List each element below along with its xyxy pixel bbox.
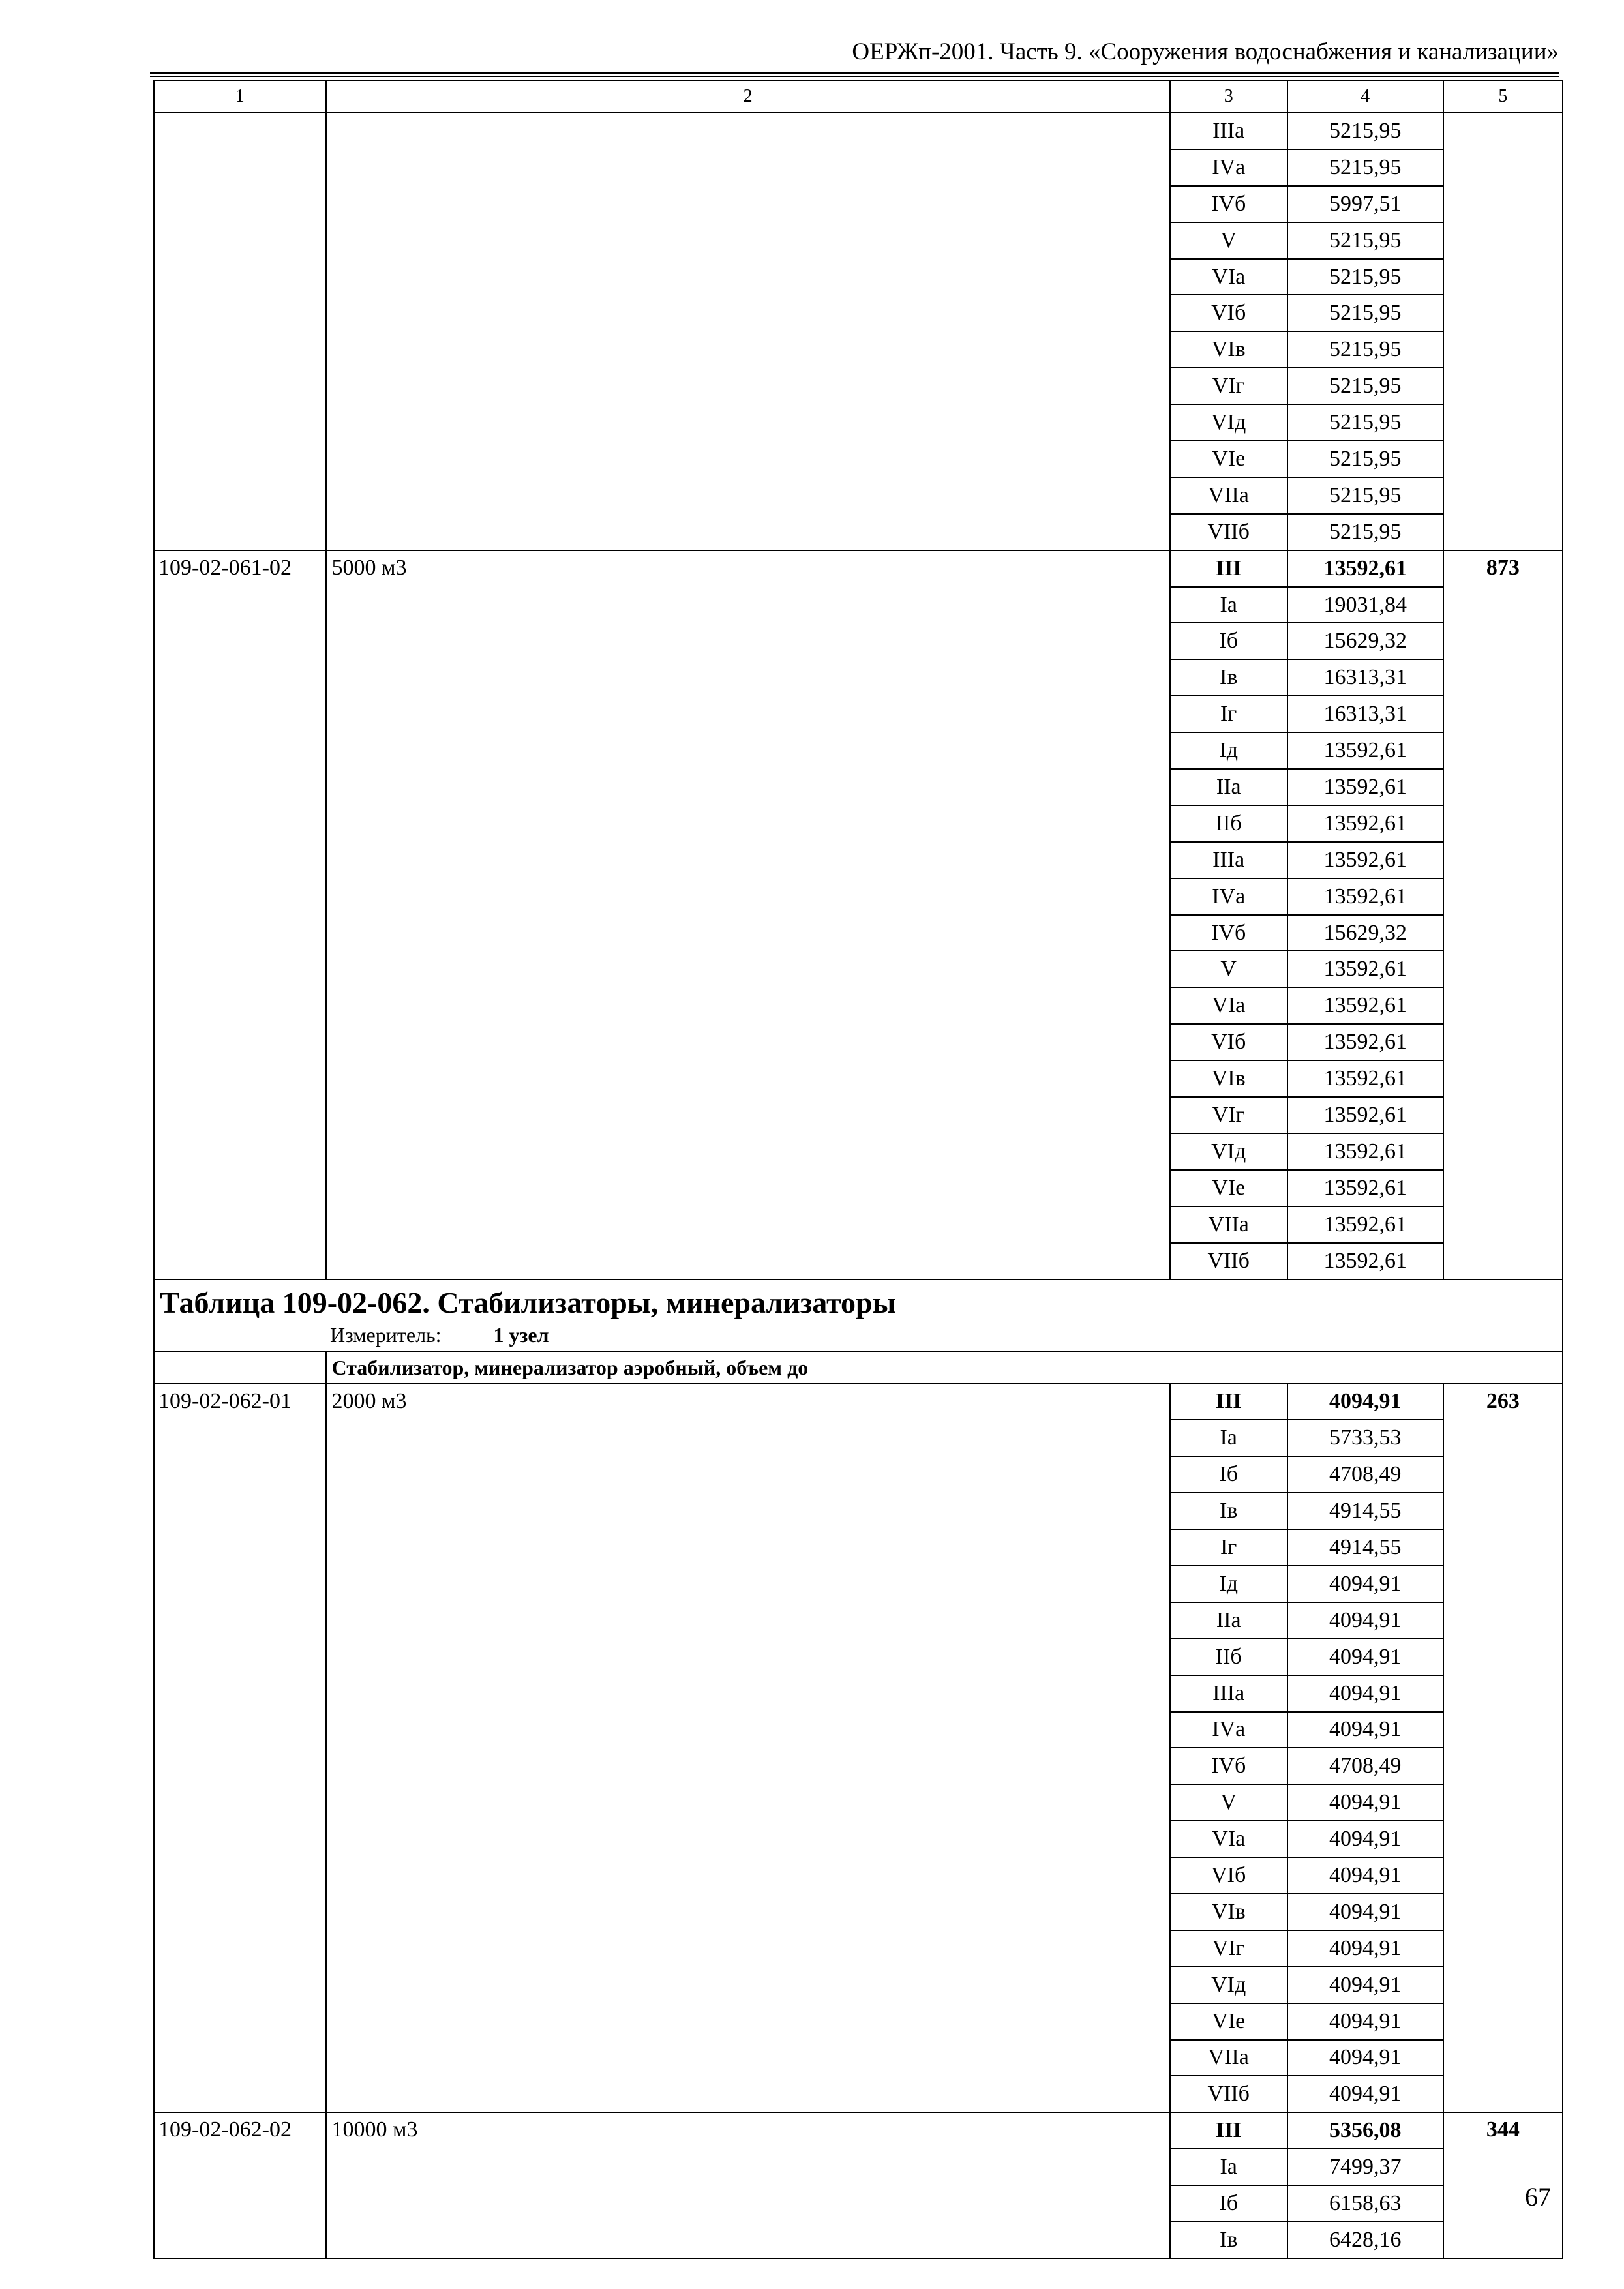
region-code: IIIа <box>1170 842 1287 878</box>
rate-value: 4094,91 <box>1287 2040 1443 2076</box>
table-row <box>154 2112 1563 2149</box>
region-code: VIг <box>1170 1930 1287 1967</box>
page-header-title: ОЕРЖп-2001. Часть 9. «Сооружения водоснабжения и канализации» <box>852 38 1559 65</box>
region-code: V <box>1170 1784 1287 1821</box>
region-code: IIб <box>1170 1639 1287 1675</box>
rate-value: 13592,61 <box>1287 1097 1443 1133</box>
rate-value: 5215,95 <box>1287 368 1443 404</box>
rate-value: 13592,61 <box>1287 878 1443 915</box>
column-header: 3 <box>1170 80 1287 113</box>
region-code: V <box>1170 951 1287 987</box>
meter-line <box>160 1322 1557 1348</box>
rate-value: 5215,95 <box>1287 149 1443 186</box>
subheading-row <box>154 1351 1563 1384</box>
rate-value: 13592,61 <box>1287 550 1443 587</box>
rate-value: 4094,91 <box>1287 1602 1443 1639</box>
subheading-spacer <box>154 1351 326 1384</box>
rate-value: 4708,49 <box>1287 1456 1443 1493</box>
rate-value: 4094,91 <box>1287 1857 1443 1894</box>
region-code: Iа <box>1170 1420 1287 1456</box>
region-code: IIIа <box>1170 1675 1287 1712</box>
rate-value: 4094,91 <box>1287 1384 1443 1420</box>
rate-value: 5997,51 <box>1287 186 1443 222</box>
rate-value: 13592,61 <box>1287 1170 1443 1206</box>
rate-value: 4094,91 <box>1287 2003 1443 2040</box>
region-code: VIб <box>1170 295 1287 331</box>
rate-value: 15629,32 <box>1287 915 1443 951</box>
item-name <box>326 113 1170 550</box>
item-code <box>154 113 326 550</box>
column-header: 1 <box>154 80 326 113</box>
rate-value: 5356,08 <box>1287 2112 1443 2149</box>
region-code: VIд <box>1170 1133 1287 1170</box>
rate-value: 13592,61 <box>1287 987 1443 1024</box>
rate-value: 4094,91 <box>1287 1566 1443 1602</box>
region-code: Iв <box>1170 659 1287 696</box>
meter-label: Измеритель: <box>330 1323 442 1347</box>
item-code: 109-02-061-02 <box>154 550 326 1279</box>
rate-value: 4914,55 <box>1287 1493 1443 1529</box>
rate-value: 5215,95 <box>1287 441 1443 477</box>
region-code: VIб <box>1170 1857 1287 1894</box>
table-title: Таблица 109-02-062. Стабилизаторы, минерализаторы <box>160 1285 896 1319</box>
region-code: Iв <box>1170 1493 1287 1529</box>
column-header: 4 <box>1287 80 1443 113</box>
region-code: VIг <box>1170 1097 1287 1133</box>
rate-value: 5215,95 <box>1287 259 1443 295</box>
region-code: IVа <box>1170 878 1287 915</box>
table-section-header <box>154 1279 1563 1351</box>
rate-value: 13592,61 <box>1287 1133 1443 1170</box>
rate-value: 19031,84 <box>1287 587 1443 623</box>
rate-value: 13592,61 <box>1287 1024 1443 1060</box>
region-code: VIг <box>1170 368 1287 404</box>
region-code: IVб <box>1170 915 1287 951</box>
region-code: VIе <box>1170 1170 1287 1206</box>
region-code: Iг <box>1170 696 1287 732</box>
region-code: Iб <box>1170 623 1287 659</box>
rate-value: 13592,61 <box>1287 842 1443 878</box>
meter-value: 1 узел <box>493 1323 549 1347</box>
region-code: IVб <box>1170 186 1287 222</box>
rate-value: 5215,95 <box>1287 331 1443 368</box>
region-code: Iб <box>1170 2185 1287 2222</box>
column-header: 2 <box>326 80 1170 113</box>
region-code: VIа <box>1170 259 1287 295</box>
header-rule <box>150 72 1559 77</box>
region-code: VIIб <box>1170 1243 1287 1279</box>
region-code: Iд <box>1170 732 1287 769</box>
rate-value: 4094,91 <box>1287 1675 1443 1712</box>
rate-value: 4094,91 <box>1287 1712 1443 1748</box>
region-code: VIв <box>1170 1060 1287 1097</box>
region-code: VIIа <box>1170 477 1287 514</box>
region-code: III <box>1170 550 1287 587</box>
region-code: VIIб <box>1170 2076 1287 2112</box>
rate-value: 4094,91 <box>1287 1639 1443 1675</box>
labor-value: 263 <box>1443 1384 1563 2113</box>
labor-value <box>1443 113 1563 550</box>
region-code: VIб <box>1170 1024 1287 1060</box>
rate-value: 6428,16 <box>1287 2222 1443 2258</box>
rate-value: 13592,61 <box>1287 769 1443 805</box>
region-code: Iв <box>1170 2222 1287 2258</box>
section-row <box>154 1279 1563 1351</box>
region-code: Iа <box>1170 2149 1287 2185</box>
rate-value: 4094,91 <box>1287 1930 1443 1967</box>
region-code: Iд <box>1170 1566 1287 1602</box>
rate-value: 4094,91 <box>1287 1967 1443 2003</box>
region-code: IIIа <box>1170 113 1287 149</box>
column-header: 5 <box>1443 80 1563 113</box>
rate-value: 5215,95 <box>1287 222 1443 259</box>
rate-value: 16313,31 <box>1287 659 1443 696</box>
rates-table <box>153 80 1563 2259</box>
rate-value: 13592,61 <box>1287 1243 1443 1279</box>
rate-value: 16313,31 <box>1287 696 1443 732</box>
subheading-text: Стабилизатор, минерализатор аэробный, объем до <box>326 1351 1563 1384</box>
rate-value: 6158,63 <box>1287 2185 1443 2222</box>
region-code: VIв <box>1170 1894 1287 1930</box>
item-code: 109-02-062-01 <box>154 1384 326 2113</box>
region-code: III <box>1170 1384 1287 1420</box>
table-row <box>154 1384 1563 1420</box>
rate-value: 4094,91 <box>1287 1894 1443 1930</box>
table-row <box>154 113 1563 149</box>
rate-value: 4914,55 <box>1287 1529 1443 1566</box>
labor-value: 344 <box>1443 2112 1563 2258</box>
region-code: VIIб <box>1170 514 1287 550</box>
rate-value: 5215,95 <box>1287 404 1443 441</box>
region-code: VIе <box>1170 2003 1287 2040</box>
region-code: IVб <box>1170 1748 1287 1784</box>
region-code: IIа <box>1170 769 1287 805</box>
rate-value: 5215,95 <box>1287 477 1443 514</box>
rate-value: 4094,91 <box>1287 1784 1443 1821</box>
rate-value: 5215,95 <box>1287 295 1443 331</box>
region-code: VIд <box>1170 1967 1287 2003</box>
rate-value: 5733,53 <box>1287 1420 1443 1456</box>
region-code: VIа <box>1170 1821 1287 1857</box>
region-code: Iг <box>1170 1529 1287 1566</box>
region-code: V <box>1170 222 1287 259</box>
region-code: VIIа <box>1170 2040 1287 2076</box>
rate-value: 5215,95 <box>1287 514 1443 550</box>
region-code: IIа <box>1170 1602 1287 1639</box>
table-header-row <box>154 80 1563 113</box>
region-code: VIд <box>1170 404 1287 441</box>
region-code: IVа <box>1170 1712 1287 1748</box>
region-code: Iб <box>1170 1456 1287 1493</box>
rate-value: 4094,91 <box>1287 2076 1443 2112</box>
item-code: 109-02-062-02 <box>154 2112 326 2258</box>
rate-value: 7499,37 <box>1287 2149 1443 2185</box>
region-code: IIб <box>1170 805 1287 842</box>
rate-value: 13592,61 <box>1287 951 1443 987</box>
region-code: Iа <box>1170 587 1287 623</box>
rate-value: 4708,49 <box>1287 1748 1443 1784</box>
rate-value: 13592,61 <box>1287 805 1443 842</box>
table-row <box>154 550 1563 587</box>
region-code: VIIа <box>1170 1206 1287 1243</box>
item-name: 5000 м3 <box>326 550 1170 1279</box>
page-number: 67 <box>1525 2182 1551 2211</box>
rate-value: 13592,61 <box>1287 1206 1443 1243</box>
region-code: VIв <box>1170 331 1287 368</box>
region-code: IVа <box>1170 149 1287 186</box>
labor-value: 873 <box>1443 550 1563 1279</box>
rate-value: 15629,32 <box>1287 623 1443 659</box>
rate-value: 13592,61 <box>1287 1060 1443 1097</box>
rate-value: 4094,91 <box>1287 1821 1443 1857</box>
item-name: 2000 м3 <box>326 1384 1170 2113</box>
region-code: VIе <box>1170 441 1287 477</box>
rate-value: 13592,61 <box>1287 732 1443 769</box>
rate-value: 5215,95 <box>1287 113 1443 149</box>
region-code: III <box>1170 2112 1287 2149</box>
item-name: 10000 м3 <box>326 2112 1170 2258</box>
region-code: VIа <box>1170 987 1287 1024</box>
